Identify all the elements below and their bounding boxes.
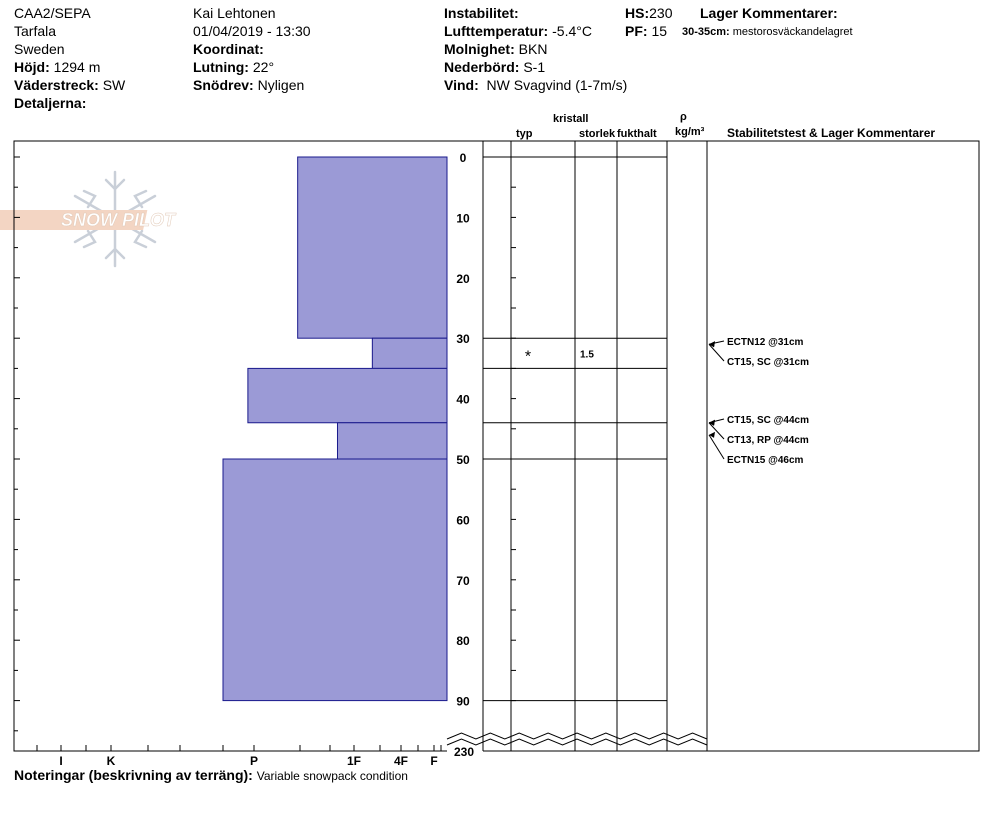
layer-comment-text: mestorosväckandelagret <box>732 26 853 38</box>
hardness-label-4F: 4F <box>393 754 409 768</box>
elevation-label: Höjd: <box>14 59 50 75</box>
depth-label-bottom: 230 <box>453 745 475 759</box>
stability-header: Stabilitetstest & Lager Kommentarer <box>727 126 936 140</box>
depth-label-90: 90 <box>456 694 470 709</box>
aspect-value: SW <box>102 77 126 93</box>
stability-test-0: ECTN12 @31cm <box>727 337 804 348</box>
hardness-label-1F: 1F <box>346 754 362 768</box>
axis-break-zigzag-2 <box>447 739 707 745</box>
elevation-value: 1294 m <box>53 59 101 75</box>
layer-bar-3 <box>337 423 447 459</box>
pf-label: PF: <box>625 23 648 39</box>
stability-test-4: ECTN15 @46cm <box>727 455 804 466</box>
layer-comment-range: 30-35cm: <box>682 26 730 38</box>
depth-label-30: 30 <box>456 332 470 347</box>
stability-test-3: CT13, RP @44cm <box>727 435 809 446</box>
density-unit-header: kg/m³ <box>675 126 705 138</box>
depth-label-70: 70 <box>456 573 470 588</box>
layer-bar-0 <box>298 157 447 338</box>
slope-label: Lutning: <box>193 59 249 75</box>
fukthalt-header: fukthalt <box>617 128 657 140</box>
depth-label-10: 10 <box>456 211 470 226</box>
grain-size-value: 1.5 <box>580 349 594 361</box>
aspect-label: Väderstreck: <box>14 77 99 93</box>
precip-value: S-1 <box>523 59 546 75</box>
hardness-label-K: K <box>106 754 116 768</box>
test-arrowhead-3 <box>709 420 715 426</box>
typ-header: typ <box>516 128 533 140</box>
sky-value: BKN <box>518 41 548 57</box>
observer: Kai Lehtonen <box>193 5 276 21</box>
precip-label: Nederbörd: <box>444 59 520 75</box>
wind-label: Vind: <box>444 77 479 93</box>
depth-label-80: 80 <box>456 634 470 649</box>
test-arrow-line-3 <box>709 423 724 439</box>
layer-bar-4 <box>223 459 447 701</box>
wind-value: NW Svagvind (1-7m/s) <box>486 77 628 93</box>
drift-label: Snödrev: <box>193 77 254 93</box>
depth-label-60: 60 <box>456 513 470 528</box>
country: Sweden <box>14 41 65 57</box>
notes-value: Variable snowpack condition <box>256 769 408 783</box>
axis-break-zigzag <box>447 733 707 739</box>
stability-test-1: CT15, SC @31cm <box>727 357 810 368</box>
airtemp-label: Lufttemperatur: <box>444 23 549 39</box>
storlek-header: storlek <box>579 128 616 140</box>
pf-value: 15 <box>651 23 668 39</box>
kristall-header: kristall <box>553 113 589 125</box>
hardness-label-F: F <box>430 754 438 768</box>
sky-label: Molnighet: <box>444 41 515 57</box>
logo-text: SNOW PILOT <box>61 210 175 230</box>
depth-label-50: 50 <box>456 453 470 467</box>
layer-bar-2 <box>248 368 447 422</box>
test-arrowhead-1 <box>709 341 715 347</box>
hs-value: 230 <box>649 5 673 21</box>
station-name: CAA2/SEPA <box>14 5 91 21</box>
location: Tarfala <box>14 23 57 39</box>
details-label: Detaljerna: <box>14 95 87 111</box>
test-arrow-line-1 <box>709 344 724 361</box>
slope-value: 22° <box>252 59 275 75</box>
depth-label-0: 0 <box>459 151 467 165</box>
notes-label: Noteringar (beskrivning av terräng): <box>14 767 253 783</box>
layer-bar-1 <box>372 338 447 368</box>
instability-label: Instabilitet: <box>444 5 519 21</box>
depth-label-20: 20 <box>456 271 470 286</box>
rho-header: ρ <box>680 111 687 123</box>
datetime: 01/04/2019 - 13:30 <box>193 23 311 39</box>
stability-test-2: CT15, SC @44cm <box>727 415 810 426</box>
hardness-label-P: P <box>249 754 259 768</box>
snowpilot-logo <box>0 172 177 266</box>
grain-type-symbol: * <box>524 348 532 366</box>
hs-label: HS: <box>625 5 650 21</box>
layer-comments-label: Lager Kommentarer: <box>700 5 838 21</box>
hardness-label-I: I <box>59 754 63 768</box>
table-frame <box>447 141 979 751</box>
drift-value: Nyligen <box>257 77 305 93</box>
test-arrow-line-4 <box>709 435 724 459</box>
coord-label: Koordinat: <box>193 41 264 57</box>
depth-label-40: 40 <box>456 392 470 407</box>
airtemp-value: -5.4°C <box>552 23 592 39</box>
